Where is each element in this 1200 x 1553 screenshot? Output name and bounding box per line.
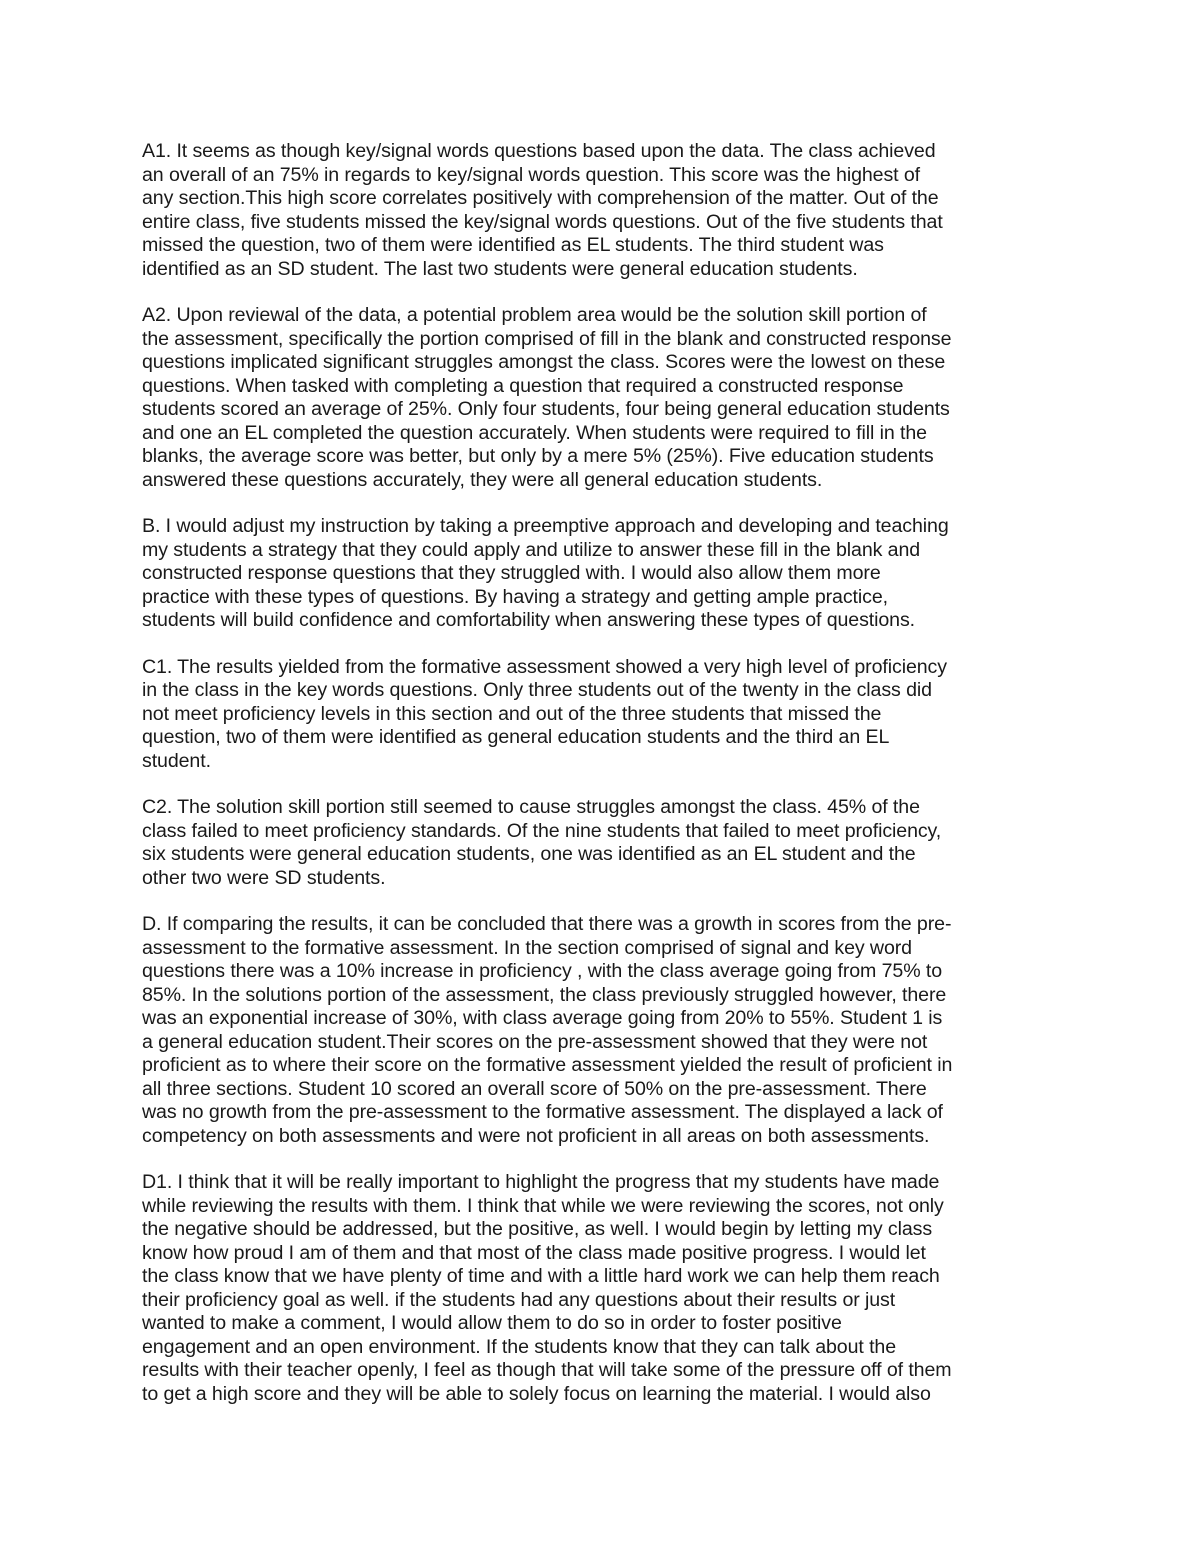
text-line: my students a strategy that they could apply and utilize to answer these fill in the blank and — [142, 538, 921, 561]
text-line: was no growth from the pre-assessment to the formative assessment. The displayed a lack of — [142, 1101, 943, 1123]
paragraph-a2 — [142, 304, 1067, 492]
text-line: 85%. In the solutions portion of the assessment, the class previously struggled however, there — [142, 983, 947, 1006]
text-line: assessment to the formative assessment. In the section comprised of signal and key word — [142, 936, 912, 959]
text-line: identified as an SD student. The last two students were general education students. — [142, 257, 858, 280]
text-line: not meet proficiency levels in this section and out of the three students that missed the — [142, 702, 882, 725]
text-line: entire class, five students missed the key/signal words questions. Out of the five students that — [142, 210, 943, 233]
text-line: the class know that we have plenty of time and with a little hard work we can help them reach — [142, 1265, 940, 1287]
text-line: practice with these types of questions. By having a strategy and getting ample practice, — [142, 585, 888, 608]
text-line: A1. It seems as though key/signal words questions based upon the data. The class achieved — [142, 140, 936, 162]
text-line: blanks, the average score was better, but only by a mere 5% (25%). Five education students — [142, 445, 934, 467]
text-line: in the class in the key words questions. Only three students out of the twenty in the class did — [142, 679, 932, 701]
text-line: A2. Upon reviewal of the data, a potential problem area would be the solution skill portion of — [142, 304, 927, 326]
text-line: know how proud I am of them and that most of the class made positive progress. I would let — [142, 1241, 926, 1264]
paragraph-c2 — [142, 796, 1067, 890]
text-line: the assessment, specifically the portion comprised of fill in the blank and constructed response — [142, 327, 952, 350]
text-line: student. — [142, 749, 211, 772]
text-line: a general education student.Their scores on the pre-assessment showed that they were not — [142, 1030, 928, 1053]
text-line: results with their teacher openly, I feel as though that will take some of the pressure off of them — [142, 1359, 952, 1381]
text-line: D1. I think that it will be really important to highlight the progress that my students have made — [142, 1171, 940, 1193]
text-line: questions. When tasked with completing a question that required a constructed response — [142, 374, 904, 397]
text-line: was an exponential increase of 30%, with class average going from 20% to 55%. Student 1 is — [142, 1007, 943, 1029]
text-line: any section.This high score correlates positively with comprehension of the matter. Out of the — [142, 187, 939, 209]
text-line: the negative should be addressed, but the positive, as well. I would begin by letting my class — [142, 1218, 933, 1240]
text-line: competency on both assessments and were not proficient in all areas on both assessments. — [142, 1124, 930, 1147]
text-line: their proficiency goal as well. if the students had any questions about their results or just — [142, 1288, 896, 1311]
text-line: engagement and an open environment. If the students know that they can talk about the — [142, 1335, 897, 1358]
text-line: question, two of them were identified as general education students and the third an EL — [142, 726, 890, 748]
document-body — [142, 140, 1067, 1429]
text-line: an overall of an 75% in regards to key/signal words question. This score was the highest of — [142, 163, 920, 186]
text-line: C2. The solution skill portion still seemed to cause struggles amongst the class. 45% of the — [142, 796, 920, 818]
text-line: constructed response questions that they struggled with. I would also allow them more — [142, 562, 881, 584]
text-line: six students were general education students, one was identified as an EL student and the — [142, 843, 916, 865]
text-line: class failed to meet proficiency standards. Of the nine students that failed to meet proficiency, — [142, 819, 942, 842]
text-line: questions implicated significant struggles amongst the class. Scores were the lowest on these — [142, 351, 946, 373]
text-line: B. I would adjust my instruction by taking a preemptive approach and developing and teaching — [142, 515, 949, 537]
paragraph-d — [142, 913, 1067, 1148]
paragraph-b — [142, 515, 1067, 633]
text-line: missed the question, two of them were identified as EL students. The third student was — [142, 234, 884, 256]
text-line: and one an EL completed the question accurately. When students were required to fill in the — [142, 421, 927, 444]
text-line: all three sections. Student 10 scored an overall score of 50% on the pre-assessment. There — [142, 1077, 927, 1100]
text-line: answered these questions accurately, they were all general education students. — [142, 468, 823, 491]
text-line: proficient as to where their score on the formative assessment yielded the result of proficient in — [142, 1054, 953, 1076]
text-line: wanted to make a comment, I would allow them to do so in order to foster positive — [142, 1312, 842, 1334]
paragraph-a1 — [142, 140, 1067, 281]
text-line: other two were SD students. — [142, 866, 386, 889]
text-line: students scored an average of 25%. Only four students, four being general education students — [142, 398, 950, 420]
text-line: students will build confidence and comfortability when answering these types of questions. — [142, 609, 916, 631]
text-line: D. If comparing the results, it can be concluded that there was a growth in scores from the pre- — [142, 913, 952, 935]
text-line: to get a high score and they will be able to solely focus on learning the material. I would also — [142, 1382, 931, 1405]
text-line: questions there was a 10% increase in proficiency , with the class average going from 75% to — [142, 960, 943, 982]
paragraph-d1 — [142, 1171, 1067, 1406]
paragraph-c1 — [142, 656, 1067, 774]
text-line: C1. The results yielded from the formative assessment showed a very high level of proficiency — [142, 655, 947, 678]
text-line: while reviewing the results with them. I think that while we were reviewing the scores, not only — [142, 1194, 944, 1217]
